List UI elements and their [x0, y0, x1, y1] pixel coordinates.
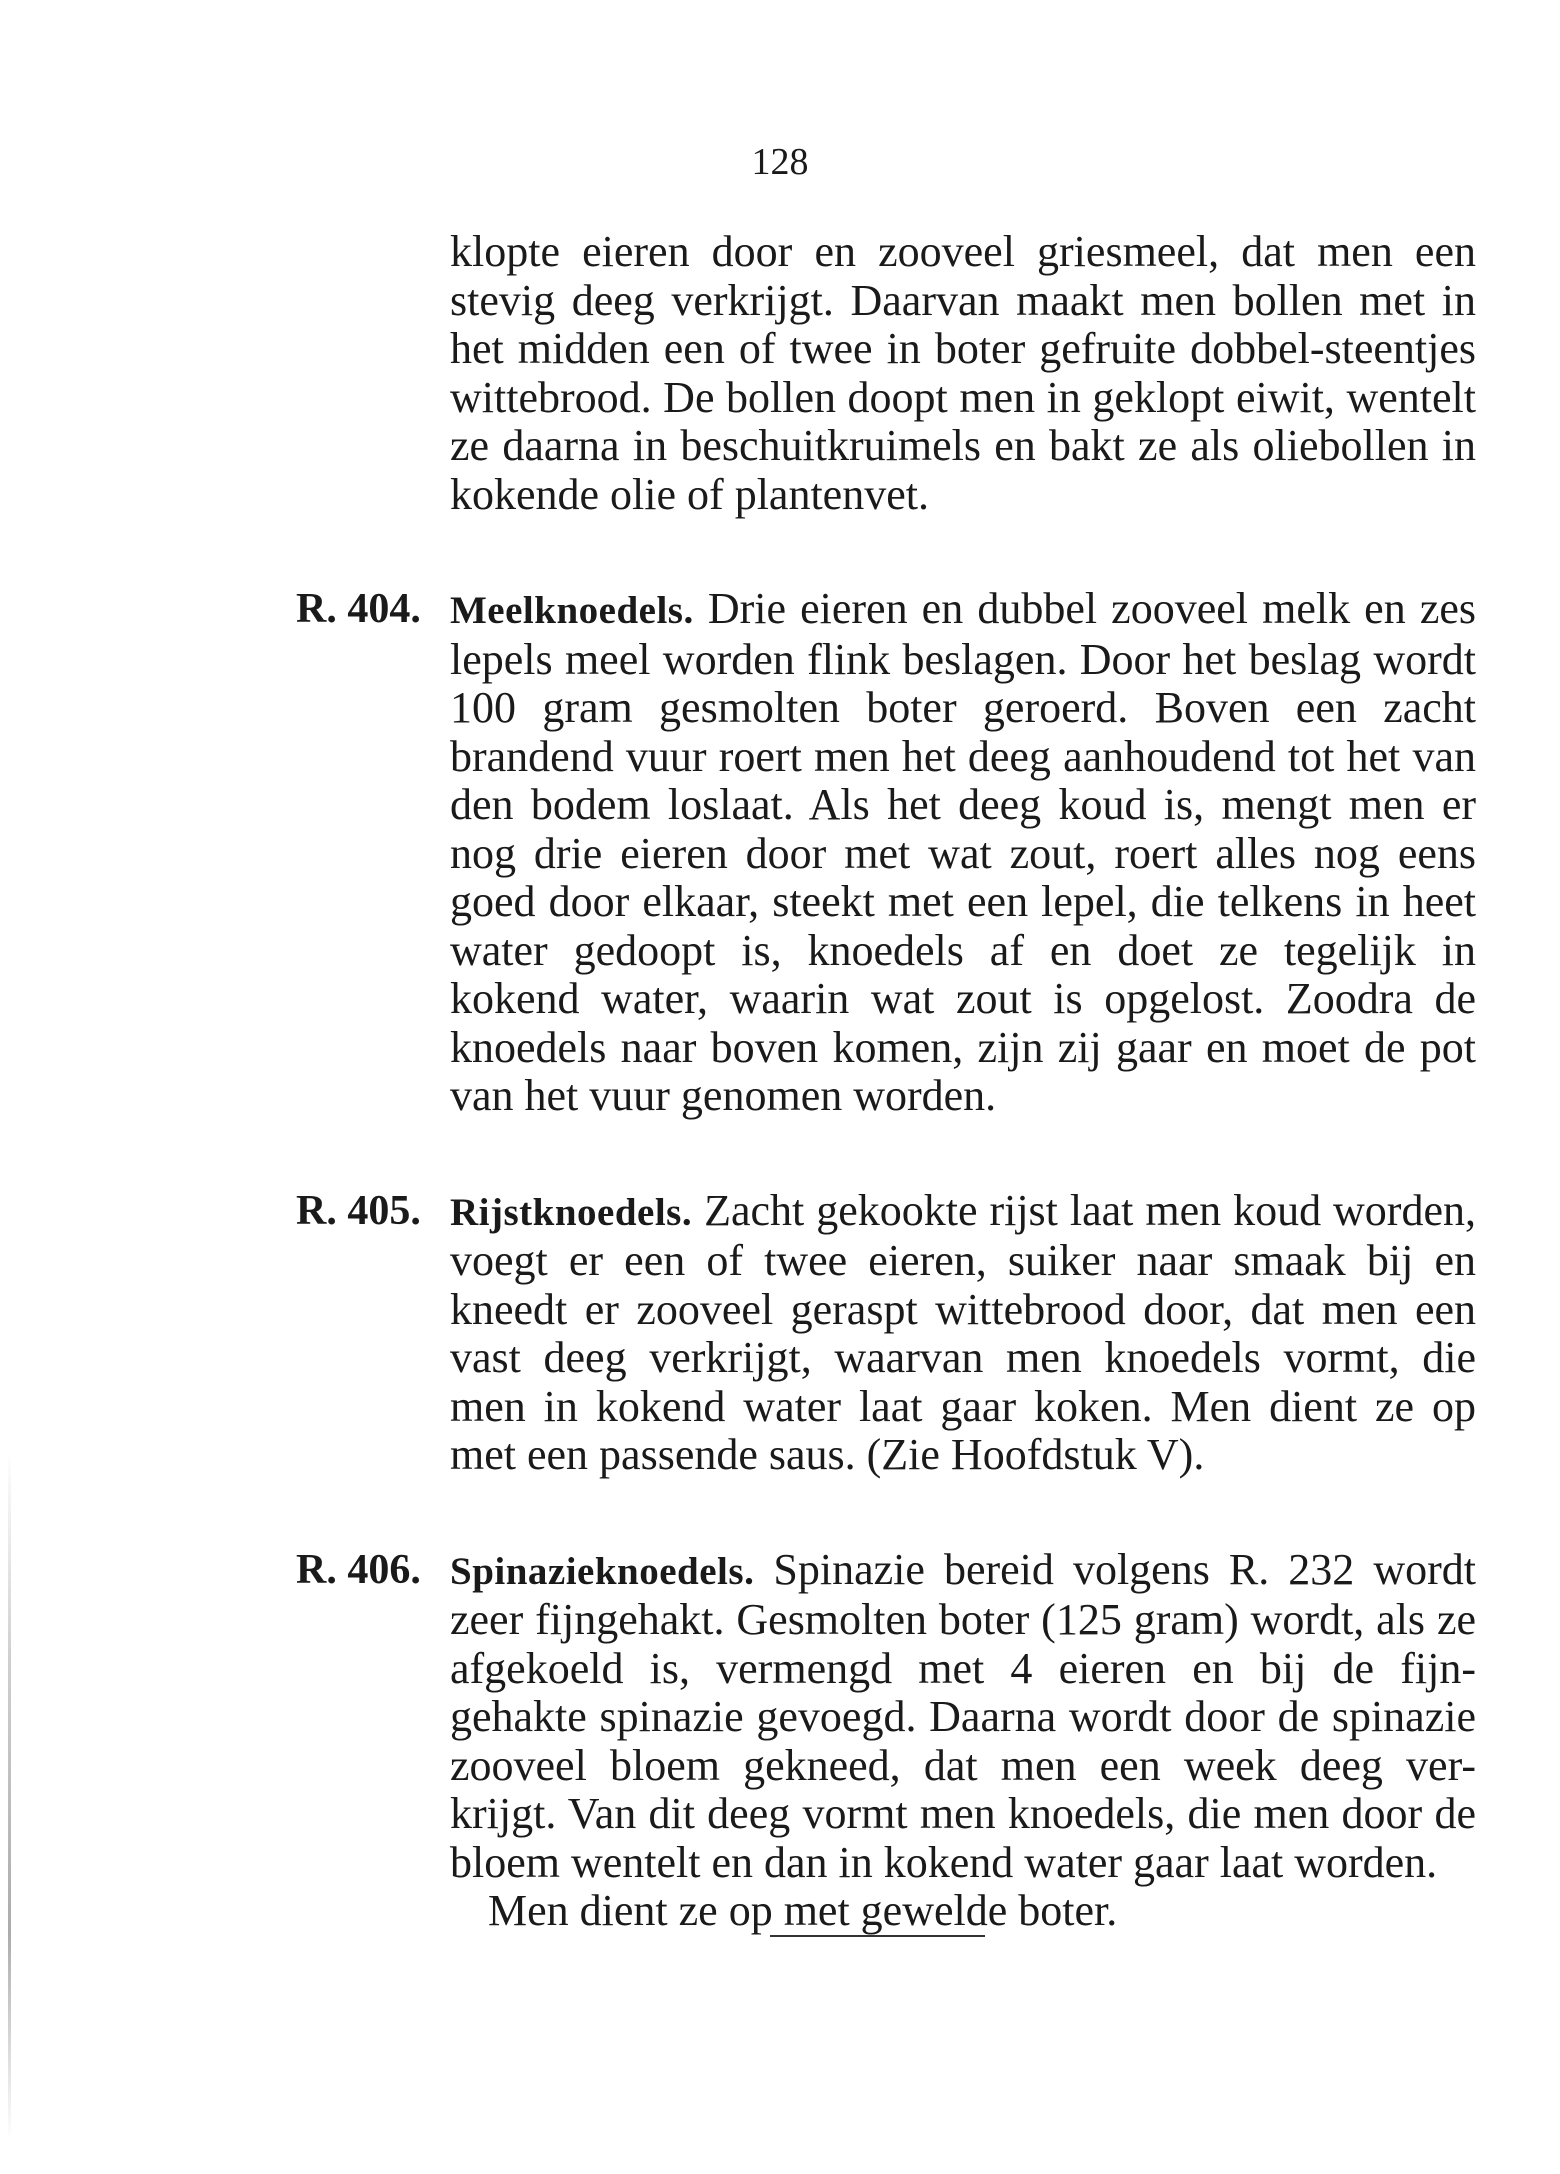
page-number: 128: [751, 141, 809, 183]
text-line: tot het van den bodem loslaat. Als het deeg koud is,: [450, 731, 1476, 829]
recipe-title: Rijstknoedels.: [450, 1190, 693, 1234]
text-line: voegt er een of twee eieren, suiker naar smaak bij en: [450, 1236, 1476, 1285]
recipe-text: [450, 1187, 1476, 1480]
text-line: doet ze tegelijk in kokend water, waarin wat zout is: [450, 925, 1477, 1023]
recipe-404: [296, 585, 1476, 1121]
text-line: ze afgekoeld is, vermengd met 4 eieren en bij de fijn-: [450, 1595, 1477, 1693]
text-line: Spinazie bereid volgens R. 232 wordt: [773, 1544, 1476, 1594]
recipe-405: [296, 1187, 1476, 1480]
text-line: mengt men er nog drie eieren door met wat zout, roert: [450, 780, 1476, 878]
text-line: ze op met een passende saus. (Zie Hoofdstuk V).: [450, 1381, 1476, 1479]
text-line: steentjes wittebrood. De bollen doopt men in geklopt: [450, 324, 1476, 422]
text-line: gehakte spinazie gevoegd. Daarna wordt door de spinazie: [450, 1692, 1476, 1741]
recipe-number: R. 404.: [296, 586, 421, 632]
text-line: alles nog eens goed door elkaar, steekt met een lepel,: [450, 828, 1477, 926]
text-line: klopte eieren door en zooveel griesmeel, dat men een: [450, 227, 1476, 276]
text-line: krijgt. Van dit deeg vormt men knoedels, die men door: [450, 1789, 1423, 1838]
text-line: die men in kokend water laat gaar koken. Men dient: [450, 1333, 1476, 1431]
text-line: die telkens in heet water gedoopt is, knoedels af en: [450, 877, 1476, 975]
text-line: wordt 100 gram gesmolten boter geroerd. Boven een: [450, 634, 1476, 732]
recipe-title: Meelknoedels.: [450, 589, 694, 632]
recipe-text: [450, 1546, 1476, 1888]
text-line: als oliebollen in kokende olie of plantenvet.: [450, 421, 1477, 519]
page-body: [296, 228, 1476, 1936]
recipe-number: R. 405.: [296, 1187, 421, 1234]
text-line: opgelost. Zoodra de knoedels naar boven komen, zijn: [450, 974, 1476, 1072]
scan-edge-artifact: [8, 1450, 11, 2140]
recipe-closing: Men dient ze op met gewelde boter.: [488, 1886, 1118, 1935]
text-line: eiwit, wentelt ze daarna in beschuitkruimels en bakt ze: [450, 372, 1476, 470]
text-line: stevig deeg verkrijgt. Daarvan maakt men bollen met: [450, 275, 1426, 325]
recipe-number: R. 406.: [296, 1546, 421, 1593]
text-line: zacht brandend vuur roert men het deeg aanhoudend: [450, 683, 1477, 781]
text-line: kneedt er zooveel geraspt wittebrood door, dat men: [450, 1284, 1398, 1334]
text-line: zeer fijngehakt. Gesmolten boter (125 gram) wordt, als: [450, 1595, 1426, 1644]
text-line: zij gaar en moet de pot van het vuur genomen worden.: [450, 1022, 1476, 1120]
text-line: de bloem wentelt en dan in kokend water gaar laat worden.: [450, 1789, 1477, 1887]
text-line: Drie eieren en dubbel zooveel melk en: [707, 584, 1406, 633]
text-line: in het midden een of twee in boter gefruite dobbel-: [450, 275, 1476, 373]
recipe-title: Spinazieknoedels.: [450, 1549, 755, 1593]
text-line: Zacht gekookte rijst laat men koud worden,: [704, 1185, 1476, 1235]
section-divider: [770, 1935, 985, 1937]
recipe-text: [450, 585, 1476, 1121]
recipe-406: [296, 1546, 1476, 1936]
text-line: een vast deeg verkrijgt, waarvan men knoedels vormt,: [450, 1284, 1476, 1382]
text-line: zooveel bloem gekneed, dat men een week deeg ver-: [450, 1740, 1476, 1790]
text-line: zes lepels meel worden flink beslagen. Door het beslag: [450, 584, 1477, 684]
intro-paragraph: [450, 228, 1476, 519]
